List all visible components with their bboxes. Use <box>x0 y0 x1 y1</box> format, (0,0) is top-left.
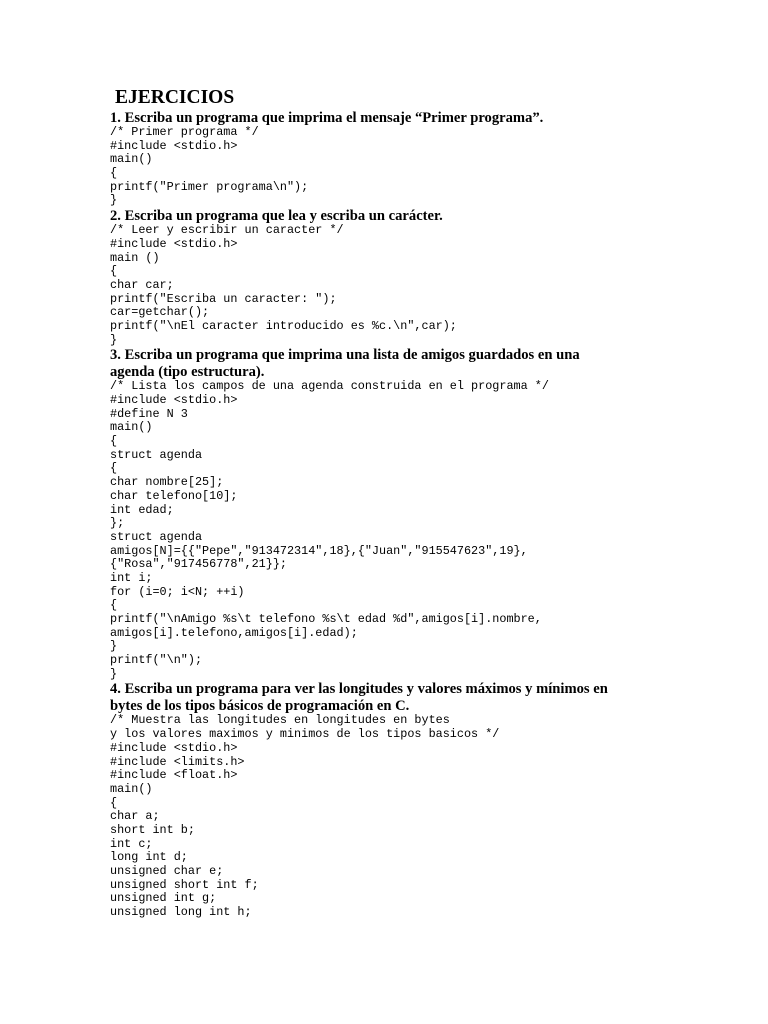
code-line: for (i=0; i<N; ++i) <box>110 584 245 599</box>
code-line: amigos[i].telefono,amigos[i].edad); <box>110 625 358 640</box>
code-line: } <box>110 332 118 347</box>
code-line: { <box>110 166 118 181</box>
exercise-1 <box>110 110 750 208</box>
code-line: #include <stdio.h> <box>110 138 238 153</box>
code-line: int c; <box>110 836 153 851</box>
code-line: int i; <box>110 570 153 585</box>
code-line: main() <box>110 420 153 435</box>
code-line: int edad; <box>110 502 174 517</box>
code-block <box>110 126 750 208</box>
code-line: { <box>110 795 118 810</box>
code-line: unsigned char e; <box>110 864 224 878</box>
code-line: #include <stdio.h> <box>110 393 238 407</box>
exercise-2 <box>110 208 750 347</box>
code-line: char car; <box>110 277 174 292</box>
code-line: main() <box>110 152 153 167</box>
heading-line: 3. Escriba un programa que imprima una lista de amigos guardados en una <box>110 347 580 364</box>
exercise-heading <box>110 208 750 224</box>
code-line: printf("Escriba un caracter: "); <box>110 291 337 306</box>
code-block <box>110 224 750 347</box>
exercise-4 <box>110 681 750 919</box>
code-line: }; <box>110 516 125 531</box>
heading-line: 4. Escriba un programa para ver las longitudes y valores máximos y mínimos en <box>110 681 608 698</box>
code-line: } <box>110 666 118 681</box>
code-line: #include <stdio.h> <box>110 740 238 755</box>
code-line: unsigned long int h; <box>110 905 252 920</box>
code-line: short int b; <box>110 822 195 837</box>
document-page <box>110 86 750 920</box>
code-line: unsigned short int f; <box>110 877 259 892</box>
code-line: printf("\n"); <box>110 653 203 668</box>
exercise-3 <box>110 347 750 681</box>
code-line: char nombre[25]; <box>110 475 224 490</box>
code-line: car=getchar(); <box>110 305 210 320</box>
code-line: main () <box>110 250 160 265</box>
code-line: /* Lista los campos de una agenda construida en el programa */ <box>110 379 549 394</box>
code-line: #define N 3 <box>110 406 188 421</box>
code-line: #include <float.h> <box>110 768 238 783</box>
code-line: printf("\nEl caracter introducido es %c.\n",car); <box>110 318 457 333</box>
code-line: } <box>110 639 118 654</box>
code-line: amigos[N]={{"Pepe","913472314",18},{"Juan","915547623",19}, <box>110 543 528 558</box>
code-line: printf("\nAmigo %s\t telefono %s\t edad %d",amigos[i].nombre, <box>110 612 542 626</box>
code-line: y los valores maximos y minimos de los tipos basicos */ <box>110 727 500 742</box>
code-block <box>110 714 750 919</box>
heading-line: 2. Escriba un programa que lea y escriba un carácter. <box>110 208 443 225</box>
heading-line: agenda (tipo estructura). <box>110 363 265 380</box>
code-line: { <box>110 264 118 279</box>
heading-line: bytes de los tipos básicos de programación en C. <box>110 697 410 714</box>
code-line: #include <limits.h> <box>110 754 245 769</box>
code-block <box>110 380 750 681</box>
page-title: EJERCICIOS <box>115 87 235 108</box>
code-line: /* Primer programa */ <box>110 125 259 139</box>
code-line: /* Leer y escribir un caracter */ <box>110 223 344 238</box>
exercise-heading <box>110 110 750 126</box>
code-line: { <box>110 434 118 449</box>
exercise-heading <box>110 681 750 714</box>
code-line: long int d; <box>110 850 188 865</box>
code-line: char telefono[10]; <box>110 488 238 503</box>
code-line: /* Muestra las longitudes en longitudes en bytes <box>110 713 450 728</box>
code-line: {"Rosa","917456778",21}}; <box>110 557 287 572</box>
code-line: printf("Primer programa\n"); <box>110 179 309 194</box>
code-line: struct agenda <box>110 529 203 544</box>
code-line: { <box>110 461 118 476</box>
code-line: } <box>110 193 118 208</box>
code-line: { <box>110 598 118 613</box>
code-line: unsigned int g; <box>110 891 217 906</box>
code-line: char a; <box>110 809 160 824</box>
code-line: #include <stdio.h> <box>110 236 238 251</box>
heading-line: 1. Escriba un programa que imprima el mensaje “Primer programa”. <box>110 110 544 126</box>
code-line: struct agenda <box>110 447 203 462</box>
exercise-heading <box>110 347 750 380</box>
code-line: main() <box>110 781 153 796</box>
